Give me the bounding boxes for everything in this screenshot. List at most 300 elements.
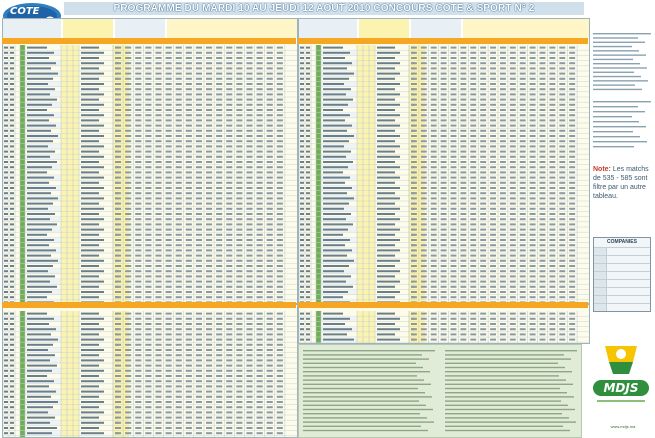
text-stroke <box>569 130 575 132</box>
text-stroke <box>176 171 182 173</box>
text-stroke <box>186 411 192 413</box>
text-stroke <box>593 42 645 43</box>
text-stroke <box>500 244 506 246</box>
text-stroke <box>323 62 352 64</box>
text-stroke <box>196 354 202 356</box>
text-stroke <box>186 275 192 277</box>
text-stroke <box>490 125 496 127</box>
text-stroke <box>530 229 536 231</box>
text-stroke <box>377 244 395 246</box>
text-stroke <box>520 151 526 153</box>
text-stroke <box>411 265 417 267</box>
text-stroke <box>267 422 273 424</box>
text-stroke <box>377 187 400 189</box>
text-stroke <box>196 385 202 387</box>
text-stroke <box>115 192 121 194</box>
text-stroke <box>135 333 141 335</box>
text-stroke <box>267 349 273 351</box>
text-stroke <box>206 156 212 158</box>
text-stroke <box>226 114 232 116</box>
text-stroke <box>166 109 172 111</box>
text-stroke <box>155 67 161 69</box>
text-stroke <box>10 109 14 111</box>
text-stroke <box>125 318 131 320</box>
text-stroke <box>4 151 8 153</box>
text-stroke <box>166 365 172 367</box>
text-stroke <box>4 223 8 225</box>
text-stroke <box>166 286 172 288</box>
text-stroke <box>441 130 447 132</box>
text-stroke <box>530 281 536 283</box>
text-stroke <box>196 318 202 320</box>
text-stroke <box>10 255 14 257</box>
text-stroke <box>559 203 565 205</box>
text-stroke <box>530 99 536 101</box>
text-stroke <box>236 244 242 246</box>
text-stroke <box>176 417 182 419</box>
text-stroke <box>145 260 151 262</box>
text-stroke <box>125 286 131 288</box>
text-stroke <box>490 234 496 236</box>
text-stroke <box>27 78 53 80</box>
text-stroke <box>559 234 565 236</box>
text-stroke <box>445 388 560 389</box>
text-stroke <box>4 260 8 262</box>
text-stroke <box>460 62 466 64</box>
text-stroke <box>411 339 417 341</box>
text-stroke <box>236 57 242 59</box>
text-stroke <box>27 401 58 403</box>
text-stroke <box>549 119 555 121</box>
text-stroke <box>460 223 466 225</box>
text-stroke <box>277 135 283 137</box>
text-stroke <box>166 52 172 54</box>
text-stroke <box>303 375 417 376</box>
text-stroke <box>277 385 283 387</box>
text-stroke <box>27 229 52 231</box>
text-stroke <box>216 234 222 236</box>
text-stroke <box>27 391 56 393</box>
text-stroke <box>176 391 182 393</box>
text-stroke <box>540 171 546 173</box>
text-stroke <box>277 52 283 54</box>
text-stroke <box>490 119 496 121</box>
text-stroke <box>411 218 417 220</box>
text-stroke <box>186 391 192 393</box>
text-stroke <box>377 270 400 272</box>
text-stroke <box>176 73 182 75</box>
text-stroke <box>155 396 161 398</box>
text-stroke <box>27 396 51 398</box>
text-stroke <box>323 197 354 199</box>
text-stroke <box>520 265 526 267</box>
text-stroke <box>490 223 496 225</box>
text-stroke <box>196 275 202 277</box>
text-stroke <box>540 260 546 262</box>
text-stroke <box>257 260 263 262</box>
text-stroke <box>216 177 222 179</box>
text-stroke <box>323 296 343 298</box>
text-stroke <box>206 260 212 262</box>
text-stroke <box>10 78 14 80</box>
text-stroke <box>480 161 486 163</box>
company-row <box>594 263 650 271</box>
text-stroke <box>226 213 232 215</box>
text-stroke <box>236 182 242 184</box>
text-stroke <box>4 291 8 293</box>
text-stroke <box>115 166 121 168</box>
text-stroke <box>257 318 263 320</box>
text-stroke <box>176 244 182 246</box>
text-stroke <box>300 104 304 106</box>
text-stroke <box>27 323 49 325</box>
text-stroke <box>257 166 263 168</box>
text-stroke <box>411 73 417 75</box>
text-stroke <box>540 333 546 335</box>
text-stroke <box>441 229 447 231</box>
text-stroke <box>257 323 263 325</box>
text-stroke <box>411 313 417 315</box>
text-stroke <box>257 177 263 179</box>
text-stroke <box>4 125 8 127</box>
text-stroke <box>520 145 526 147</box>
text-stroke <box>206 57 212 59</box>
text-stroke <box>549 192 555 194</box>
text-stroke <box>569 291 575 293</box>
text-stroke <box>530 171 536 173</box>
text-stroke <box>155 260 161 262</box>
text-stroke <box>155 375 161 377</box>
text-stroke <box>216 354 222 356</box>
text-stroke <box>206 187 212 189</box>
text-stroke <box>593 67 647 68</box>
text-stroke <box>226 166 232 168</box>
text-stroke <box>306 286 310 288</box>
text-stroke <box>421 182 427 184</box>
text-stroke <box>490 177 496 179</box>
text-stroke <box>155 93 161 95</box>
text-stroke <box>186 130 192 132</box>
text-stroke <box>206 47 212 49</box>
text-stroke <box>186 187 192 189</box>
text-stroke <box>216 109 222 111</box>
text-stroke <box>125 203 131 205</box>
text-stroke <box>176 67 182 69</box>
text-stroke <box>559 130 565 132</box>
text-stroke <box>277 255 283 257</box>
text-stroke <box>490 83 496 85</box>
text-stroke <box>145 265 151 267</box>
text-stroke <box>4 187 8 189</box>
text-stroke <box>155 223 161 225</box>
text-stroke <box>421 187 427 189</box>
text-stroke <box>540 291 546 293</box>
text-stroke <box>206 161 212 163</box>
text-stroke <box>186 140 192 142</box>
text-stroke <box>186 156 192 158</box>
text-stroke <box>470 62 476 64</box>
text-stroke <box>480 119 486 121</box>
text-stroke <box>267 265 273 267</box>
text-stroke <box>377 260 400 262</box>
text-stroke <box>236 166 242 168</box>
text-stroke <box>277 249 283 251</box>
text-stroke <box>145 375 151 377</box>
text-stroke <box>81 313 99 315</box>
text-stroke <box>115 151 121 153</box>
text-stroke <box>300 270 304 272</box>
text-stroke <box>569 339 575 341</box>
text-stroke <box>490 313 496 315</box>
text-stroke <box>306 328 310 330</box>
text-stroke <box>4 270 8 272</box>
text-stroke <box>300 47 304 49</box>
text-stroke <box>246 349 252 351</box>
text-stroke <box>267 391 273 393</box>
text-stroke <box>480 275 486 277</box>
text-stroke <box>246 119 252 121</box>
text-stroke <box>470 328 476 330</box>
text-stroke <box>155 275 161 277</box>
text-stroke <box>451 197 457 199</box>
text-stroke <box>421 286 427 288</box>
text-stroke <box>135 57 141 59</box>
text-stroke <box>125 52 131 54</box>
text-stroke <box>306 171 310 173</box>
text-stroke <box>10 140 14 142</box>
text-stroke <box>186 359 192 361</box>
text-stroke <box>460 187 466 189</box>
text-stroke <box>206 78 212 80</box>
text-stroke <box>510 239 516 241</box>
text-stroke <box>411 83 417 85</box>
text-stroke <box>115 177 121 179</box>
text-stroke <box>125 104 131 106</box>
text-stroke <box>155 244 161 246</box>
text-stroke <box>166 422 172 424</box>
text-stroke <box>470 291 476 293</box>
text-stroke <box>451 52 457 54</box>
text-stroke <box>490 275 496 277</box>
text-stroke <box>125 229 131 231</box>
text-stroke <box>451 313 457 315</box>
text-stroke <box>490 260 496 262</box>
text-stroke <box>593 126 646 127</box>
text-stroke <box>549 275 555 277</box>
text-stroke <box>115 349 121 351</box>
text-stroke <box>411 296 417 298</box>
page-title: PROGRAMME DU MARDI 10 AU JEUDI 12 AOUT 2010 CONCOURS COTE & SPORT N° 2 <box>113 3 535 14</box>
text-stroke <box>155 218 161 220</box>
text-stroke <box>540 73 546 75</box>
text-stroke <box>226 135 232 137</box>
text-stroke <box>520 99 526 101</box>
text-stroke <box>540 109 546 111</box>
text-stroke <box>206 249 212 251</box>
text-stroke <box>186 62 192 64</box>
text-stroke <box>277 406 283 408</box>
text-stroke <box>267 344 273 346</box>
text-stroke <box>490 57 496 59</box>
text-stroke <box>145 339 151 341</box>
text-stroke <box>206 349 212 351</box>
text-stroke <box>520 291 526 293</box>
text-stroke <box>460 52 466 54</box>
text-stroke <box>500 151 506 153</box>
text-stroke <box>277 427 283 429</box>
text-stroke <box>470 229 476 231</box>
text-stroke <box>431 156 437 158</box>
text-stroke <box>500 223 506 225</box>
text-stroke <box>81 318 104 320</box>
text-stroke <box>10 296 14 298</box>
text-stroke <box>431 339 437 341</box>
text-stroke <box>10 177 14 179</box>
text-stroke <box>559 265 565 267</box>
text-stroke <box>81 354 99 356</box>
text-stroke <box>540 323 546 325</box>
text-stroke <box>10 344 14 346</box>
text-stroke <box>27 171 47 173</box>
text-stroke <box>115 57 121 59</box>
text-stroke <box>540 182 546 184</box>
text-stroke <box>510 88 516 90</box>
text-stroke <box>421 78 427 80</box>
text-stroke <box>323 182 345 184</box>
text-stroke <box>277 47 283 49</box>
text-stroke <box>257 187 263 189</box>
text-stroke <box>10 93 14 95</box>
text-stroke <box>176 385 182 387</box>
text-stroke <box>411 275 417 277</box>
text-stroke <box>277 62 283 64</box>
text-stroke <box>593 136 640 137</box>
text-stroke <box>431 78 437 80</box>
text-stroke <box>510 177 516 179</box>
text-stroke <box>135 354 141 356</box>
text-stroke <box>196 203 202 205</box>
text-stroke <box>145 197 151 199</box>
text-stroke <box>451 104 457 106</box>
text-stroke <box>196 192 202 194</box>
text-stroke <box>115 427 121 429</box>
text-stroke <box>135 239 141 241</box>
text-stroke <box>216 265 222 267</box>
text-stroke <box>216 99 222 101</box>
text-stroke <box>306 291 310 293</box>
text-stroke <box>115 99 121 101</box>
text-stroke <box>236 197 242 199</box>
text-stroke <box>246 161 252 163</box>
text-stroke <box>236 78 242 80</box>
text-stroke <box>490 88 496 90</box>
text-stroke <box>216 286 222 288</box>
text-stroke <box>267 197 273 199</box>
text-stroke <box>377 323 395 325</box>
text-stroke <box>115 73 121 75</box>
text-stroke <box>206 234 212 236</box>
text-stroke <box>520 281 526 283</box>
text-stroke <box>226 275 232 277</box>
company-name <box>607 296 650 303</box>
company-row <box>594 255 650 263</box>
text-stroke <box>451 244 457 246</box>
text-stroke <box>431 83 437 85</box>
text-stroke <box>510 296 516 298</box>
text-stroke <box>431 52 437 54</box>
text-stroke <box>125 375 131 377</box>
text-stroke <box>267 260 273 262</box>
text-stroke <box>431 313 437 315</box>
text-stroke <box>323 213 351 215</box>
text-stroke <box>267 99 273 101</box>
text-stroke <box>300 208 304 210</box>
text-stroke <box>559 328 565 330</box>
text-stroke <box>125 197 131 199</box>
text-stroke <box>257 192 263 194</box>
text-stroke <box>267 296 273 298</box>
text-stroke <box>81 391 104 393</box>
text-stroke <box>520 197 526 199</box>
text-stroke <box>135 422 141 424</box>
text-stroke <box>431 145 437 147</box>
text-stroke <box>125 349 131 351</box>
text-stroke <box>480 234 486 236</box>
text-stroke <box>166 213 172 215</box>
text-stroke <box>500 239 506 241</box>
text-stroke <box>460 234 466 236</box>
text-stroke <box>460 291 466 293</box>
text-stroke <box>277 396 283 398</box>
text-stroke <box>530 140 536 142</box>
text-stroke <box>216 88 222 90</box>
text-stroke <box>257 67 263 69</box>
header-block <box>115 19 165 39</box>
text-stroke <box>257 432 263 434</box>
text-stroke <box>115 380 121 382</box>
text-stroke <box>4 83 8 85</box>
text-stroke <box>510 323 516 325</box>
text-stroke <box>470 104 476 106</box>
text-stroke <box>186 333 192 335</box>
text-stroke <box>145 313 151 315</box>
text-stroke <box>377 339 400 341</box>
text-stroke <box>206 114 212 116</box>
text-stroke <box>451 192 457 194</box>
text-stroke <box>300 52 304 54</box>
text-stroke <box>470 145 476 147</box>
text-stroke <box>306 109 310 111</box>
text-stroke <box>267 161 273 163</box>
text-stroke <box>559 270 565 272</box>
text-stroke <box>186 244 192 246</box>
text-stroke <box>510 156 516 158</box>
text-stroke <box>145 223 151 225</box>
text-stroke <box>206 208 212 210</box>
text-stroke <box>451 88 457 90</box>
text-stroke <box>520 234 526 236</box>
text-stroke <box>4 391 8 393</box>
text-stroke <box>216 333 222 335</box>
text-stroke <box>196 265 202 267</box>
text-stroke <box>593 111 645 112</box>
text-stroke <box>81 249 104 251</box>
text-stroke <box>520 109 526 111</box>
text-stroke <box>480 135 486 137</box>
text-stroke <box>323 291 348 293</box>
text-stroke <box>10 119 14 121</box>
text-stroke <box>520 260 526 262</box>
